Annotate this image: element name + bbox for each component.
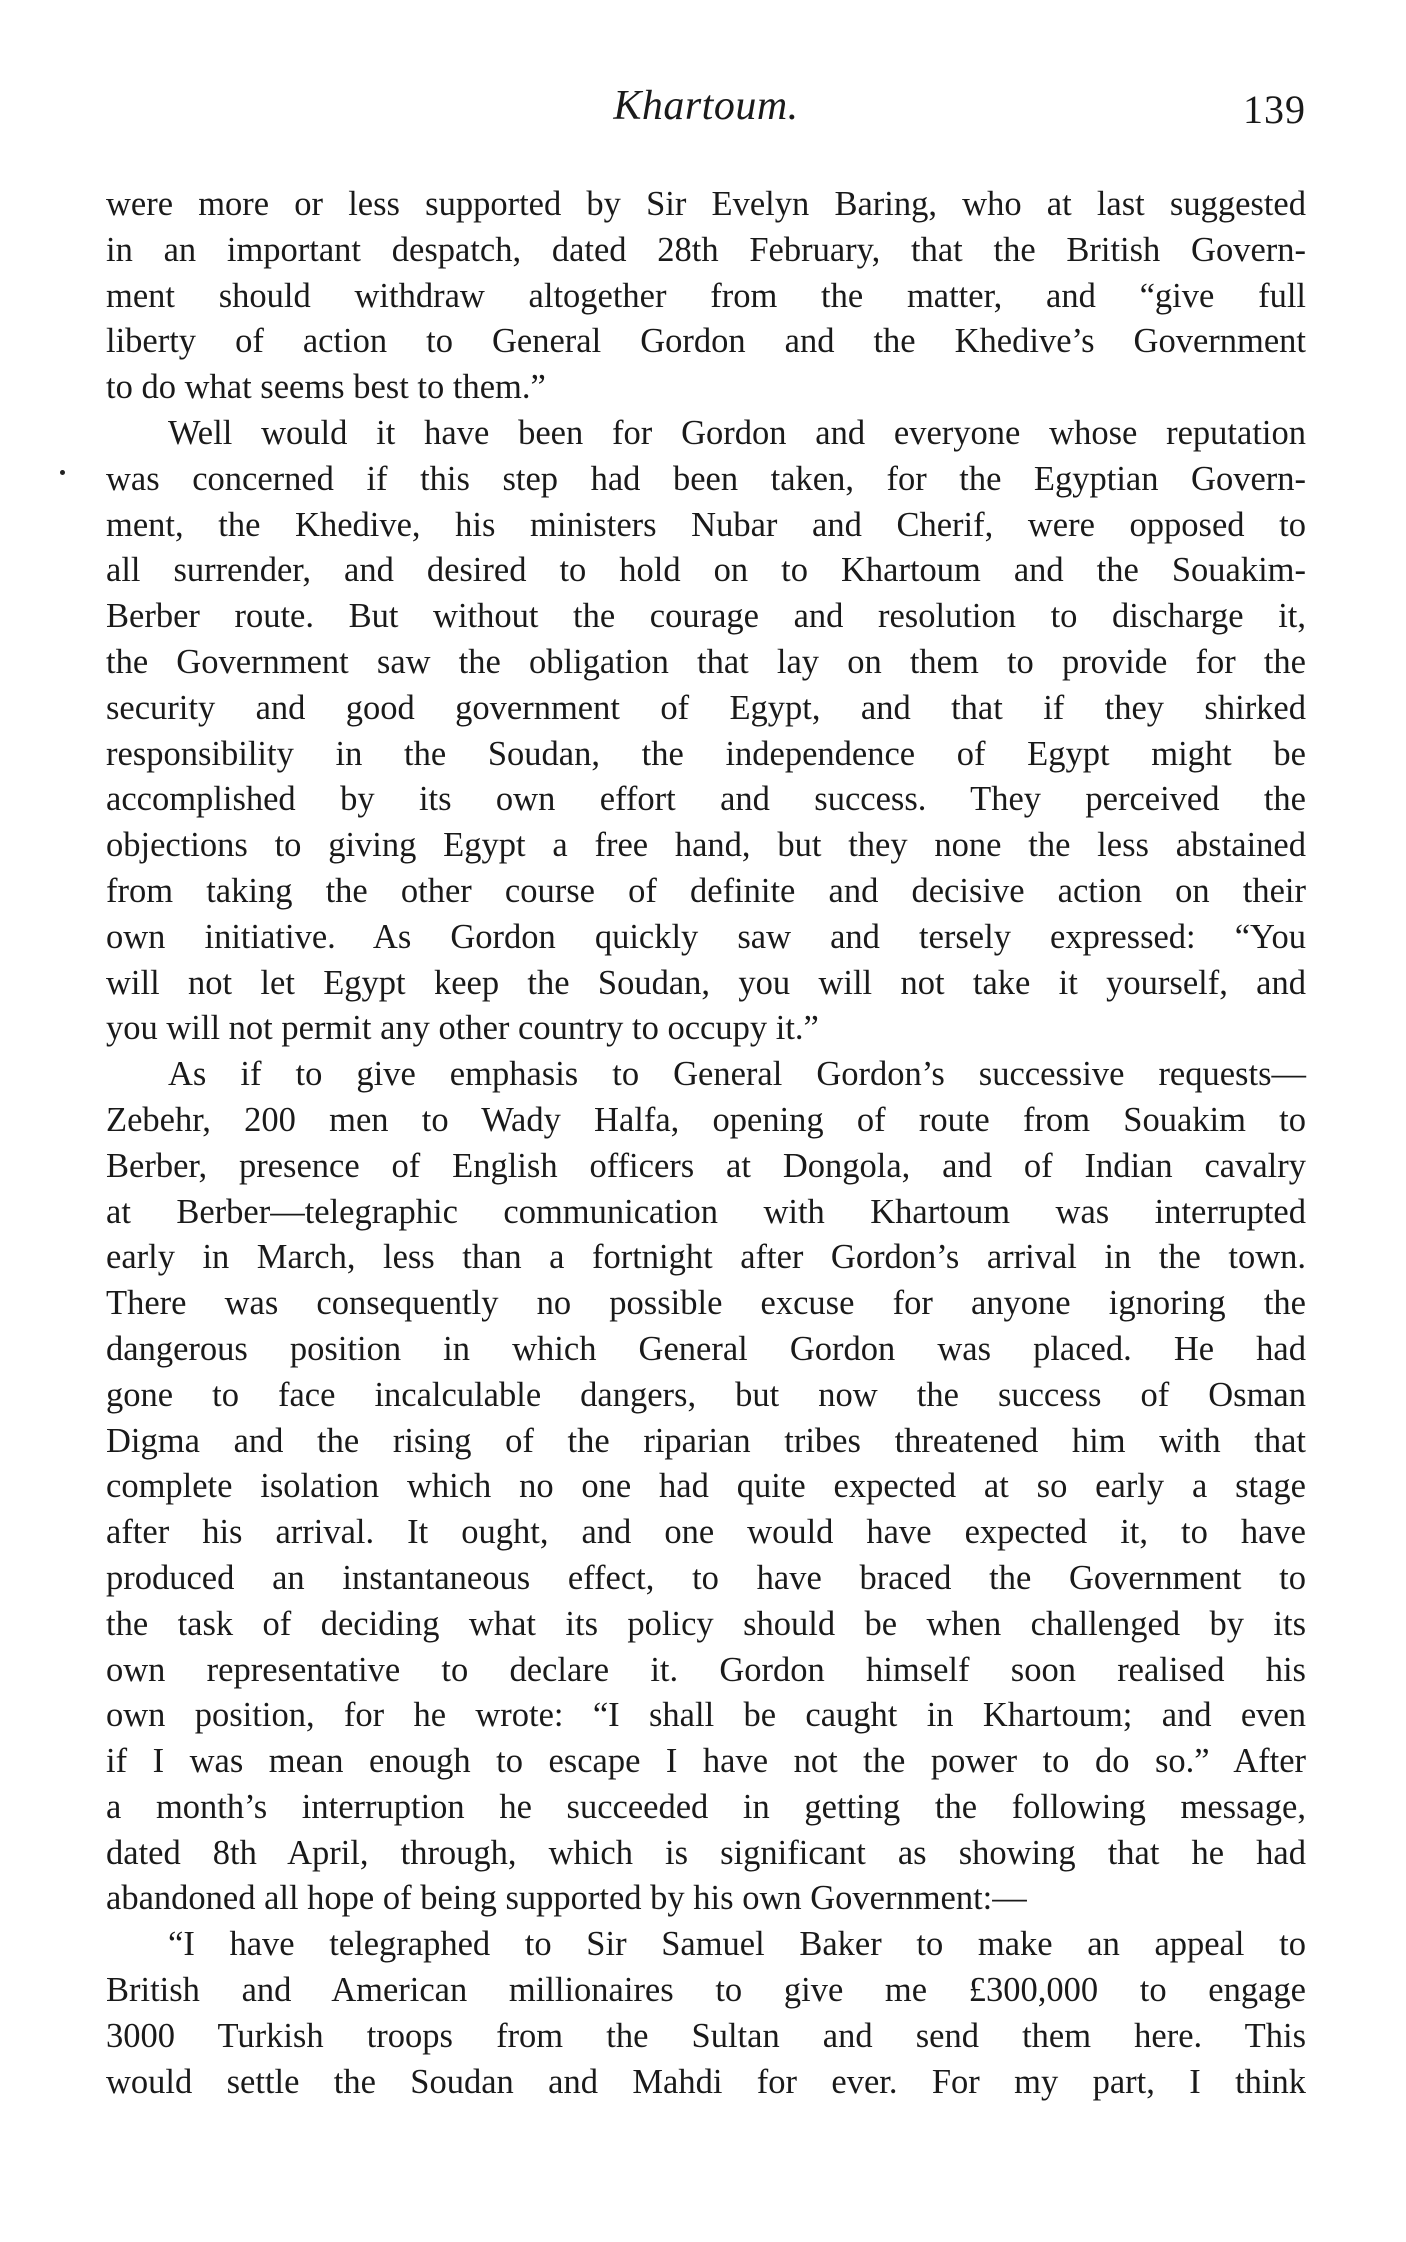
text-line: all surrender, and desired to hold on to Khartoum and the Souakim- [106, 551, 1306, 590]
text-line: objections to giving Egypt a free hand, but they none the less abstained [106, 826, 1306, 865]
paragraph-first-line: As if to give emphasis to General Gordon’s successive requests— [168, 1055, 1306, 1094]
text-line: early in March, less than a fortnight after Gordon’s arrival in the town. [106, 1238, 1306, 1277]
text-line: abandoned all hope of being supported by his own Government:— [106, 1879, 1027, 1918]
text-line: the Government saw the obligation that lay on them to provide for the [106, 642, 1306, 681]
text-line: gone to face incalculable dangers, but now the success of Osman [106, 1375, 1306, 1414]
body-text [106, 182, 1306, 2105]
text-line: would settle the Soudan and Mahdi for ever. For my part, I think [106, 2062, 1306, 2101]
text-line: produced an instantaneous effect, to have braced the Government to [106, 1558, 1306, 1597]
text-line: at Berber—telegraphic communication with Khartoum was interrupted [106, 1192, 1306, 1231]
text-line: to do what seems best to them.” [106, 368, 546, 407]
text-line: responsibility in the Soudan, the independence of Egypt might be [106, 734, 1306, 773]
text-line: security and good government of Egypt, and that if they shirked [106, 688, 1306, 727]
text-line: dangerous position in which General Gordon was placed. He had [106, 1329, 1306, 1368]
text-line: complete isolation which no one had quite expected at so early a stage [106, 1467, 1306, 1506]
paragraph-first-line: “I have telegraphed to Sir Samuel Baker to make an appeal to [168, 1925, 1306, 1964]
paragraph-first-line: Well would it have been for Gordon and everyone whose reputation [168, 413, 1306, 452]
text-line: British and American millionaires to give me £300,000 to engage [106, 1971, 1306, 2010]
page-number: 139 [1243, 87, 1306, 132]
text-line: from taking the other course of definite and decisive action on their [106, 871, 1306, 910]
text-line: Digma and the rising of the riparian tribes threatened him with that [106, 1421, 1306, 1460]
text-line: were more or less supported by Sir Evelyn Baring, who at last suggested [106, 185, 1306, 223]
text-line: ment should withdraw altogether from the matter, and “give full [106, 276, 1306, 315]
margin-speck [60, 470, 65, 475]
running-head [106, 82, 1306, 142]
text-line: Berber route. But without the courage and resolution to discharge it, [106, 597, 1306, 636]
text-line: the task of deciding what its policy should be when challenged by its [106, 1604, 1306, 1643]
text-line: ment, the Khedive, his ministers Nubar and Cherif, were opposed to [106, 505, 1306, 544]
text-line: in an important despatch, dated 28th February, that the British Govern- [106, 230, 1306, 269]
text-line: you will not permit any other country to occupy it.” [106, 1009, 819, 1048]
text-line: Berber, presence of English officers at Dongola, and of Indian cavalry [106, 1146, 1306, 1185]
text-line: There was consequently no possible excuse for anyone ignoring the [106, 1284, 1306, 1323]
text-line: dated 8th April, through, which is significant as showing that he had [106, 1833, 1306, 1872]
text-line: 3000 Turkish troops from the Sultan and send them here. This [106, 2016, 1306, 2055]
page-title: Khartoum. [613, 83, 799, 129]
text-line: if I was mean enough to escape I have not the power to do so.” After [106, 1742, 1306, 1781]
text-line: Zebehr, 200 men to Wady Halfa, opening of route from Souakim to [106, 1100, 1306, 1139]
text-line: liberty of action to General Gordon and the Khedive’s Government [106, 322, 1306, 361]
text-line: own initiative. As Gordon quickly saw and tersely expressed: “You [106, 917, 1306, 956]
text-line: a month’s interruption he succeeded in getting the following message, [106, 1787, 1306, 1826]
text-line: after his arrival. It ought, and one would have expected it, to have [106, 1513, 1306, 1552]
text-line: own representative to declare it. Gordon himself soon realised his [106, 1650, 1306, 1689]
text-line: will not let Egypt keep the Soudan, you will not take it yourself, and [106, 963, 1306, 1002]
text-line: was concerned if this step had been taken, for the Egyptian Govern- [106, 459, 1306, 498]
text-line: own position, for he wrote: “I shall be caught in Khartoum; and even [106, 1696, 1306, 1735]
text-line: accomplished by its own effort and success. They perceived the [106, 780, 1306, 819]
